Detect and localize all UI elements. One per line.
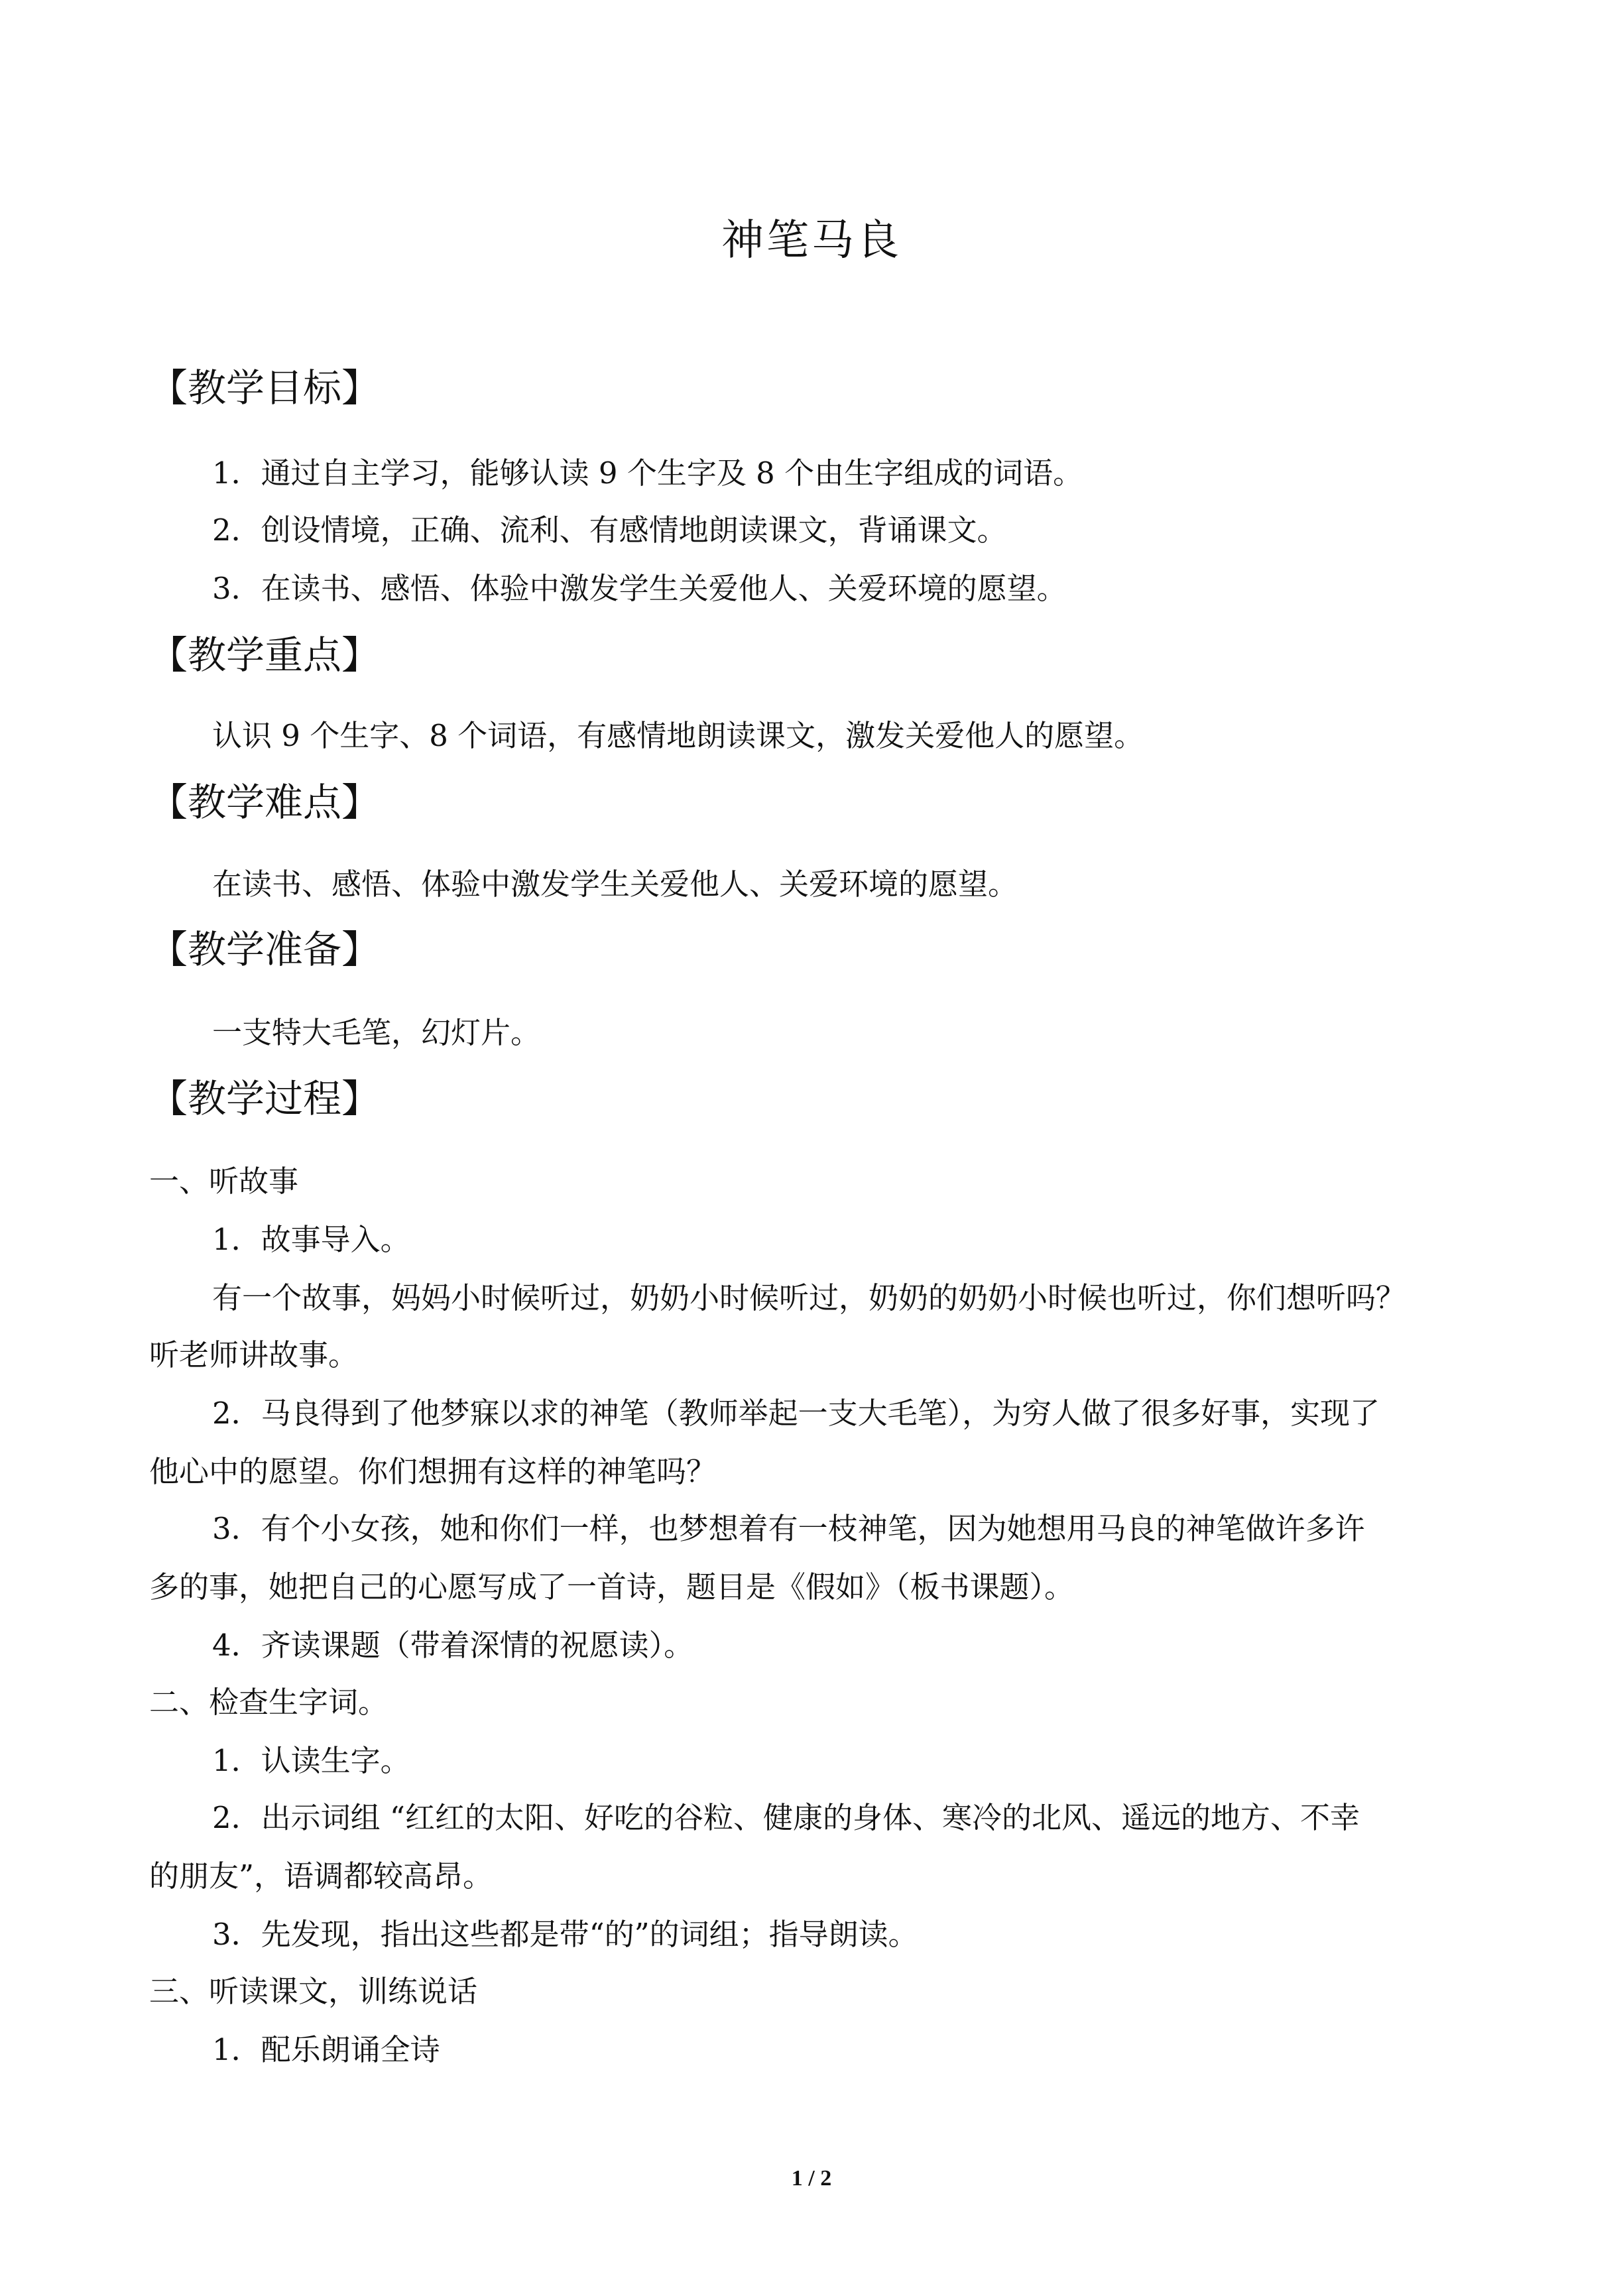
process-step: 1．认读生字。 [212, 1743, 410, 1778]
process-paragraph-line: 听老师讲故事。 [149, 1337, 359, 1372]
process-paragraph-line: 3．有个小女孩，她和你们一样，也梦想着有一枝神笔，因为她想用马良的神笔做许多许 [212, 1511, 1365, 1546]
goal-item: 3．在读书、感悟、体验中激发学生关爱他人、关爱环境的愿望。 [212, 571, 1067, 606]
heading-teaching-goals: 【教学目标】 [149, 365, 381, 410]
process-paragraph-line: 他心中的愿望。你们想拥有这样的神笔吗？ [149, 1454, 717, 1489]
heading-process: 【教学过程】 [149, 1076, 381, 1121]
process-step: 1．配乐朗诵全诗 [212, 2032, 440, 2067]
process-step: 4．齐读课题（带着深情的祝愿读）。 [212, 1628, 694, 1663]
heading-preparation: 【教学准备】 [149, 927, 381, 972]
process-step: 3．先发现，指出这些都是带“的”的词组；指导朗读。 [212, 1917, 918, 1952]
process-part-title: 三、听读课文，训练说话 [149, 1974, 478, 2009]
heading-difficulties: 【教学难点】 [149, 780, 381, 825]
goal-item: 1．通过自主学习，能够认读 9 个生字及 8 个由生字组成的词语。 [212, 455, 1083, 491]
page-number: 1 / 2 [791, 2166, 832, 2191]
preparation-text: 一支特大毛笔，幻灯片。 [212, 1015, 541, 1050]
process-paragraph-line: 多的事，她把自己的心愿写成了一首诗，题目是《假如》（板书课题）。 [149, 1569, 1075, 1604]
process-paragraph-line: 2．马良得到了他梦寐以求的神笔（教师举起一支大毛笔），为穷人做了很多好事，实现了 [212, 1396, 1380, 1431]
process-paragraph-line: 有一个故事，妈妈小时候听过，奶奶小时候听过，奶奶的奶奶小时候也听过，你们想听吗？ [212, 1280, 1406, 1315]
key-points-text: 认识 9 个生字、8 个词语，有感情地朗读课文，激发关爱他人的愿望。 [212, 718, 1144, 753]
process-paragraph-line: 2．出示词组 “红红的太阳、好吃的谷粒、健康的身体、寒冷的北风、遥远的地方、不幸 [212, 1800, 1360, 1835]
process-part-title: 一、听故事 [149, 1164, 299, 1199]
heading-key-points: 【教学重点】 [149, 633, 381, 678]
process-paragraph-line: 的朋友”，语调都较高昂。 [149, 1858, 493, 1894]
goal-item: 2．创设情境，正确、流利、有感情地朗读课文，背诵课文。 [212, 513, 1007, 548]
difficulties-text: 在读书、感悟、体验中激发学生关爱他人、关爱环境的愿望。 [212, 867, 1018, 902]
process-step: 1．故事导入。 [212, 1222, 410, 1257]
process-part-title: 二、检查生字词。 [149, 1685, 389, 1720]
document-title: 神笔马良 [721, 216, 902, 265]
